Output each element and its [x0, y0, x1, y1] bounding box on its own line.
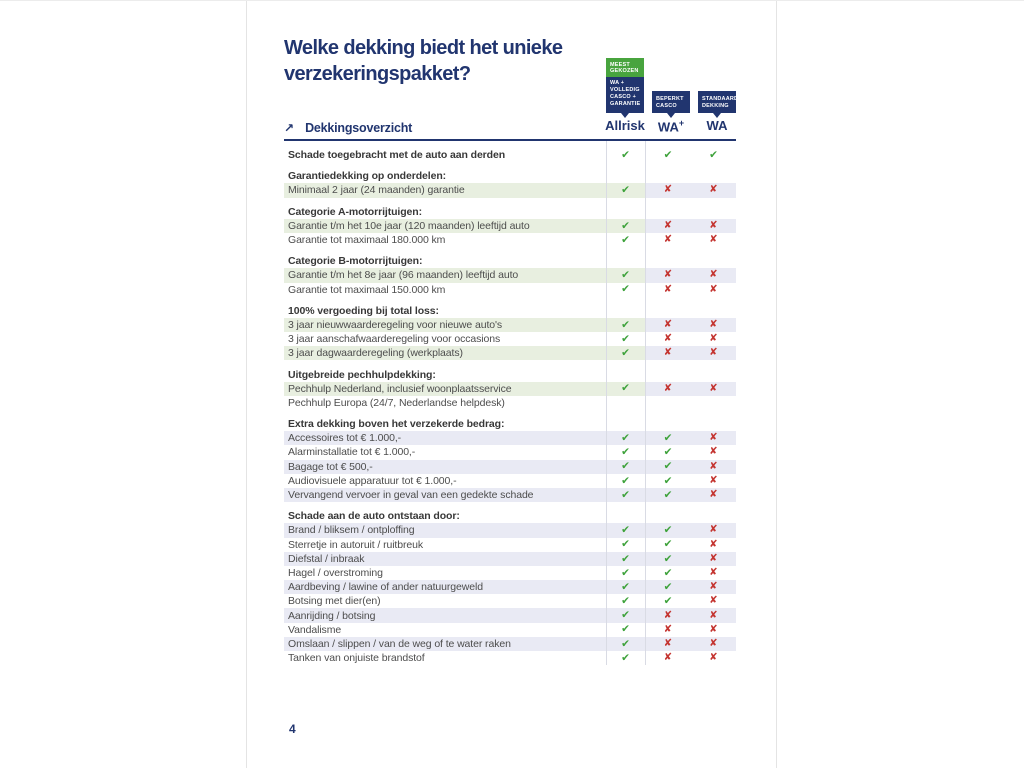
mark-cell-allrisk — [606, 183, 645, 197]
wa-coverage-badge — [698, 91, 739, 113]
table-row — [284, 219, 736, 233]
mark-cell-allrisk — [606, 608, 645, 622]
check-icon: ✔ — [621, 524, 630, 537]
cross-icon: ✘ — [709, 318, 718, 330]
mark-cell-wa-plus — [645, 183, 691, 197]
cross-icon: ✘ — [663, 382, 673, 394]
mark-cell-allrisk — [606, 552, 645, 566]
check-icon: ✔ — [621, 382, 630, 395]
check-icon: ✔ — [709, 148, 718, 161]
cross-icon: ✘ — [709, 595, 718, 607]
section-header-label: 100% vergoeding bij total loss: — [288, 304, 439, 317]
mark-cell-wa-plus — [645, 460, 691, 474]
row-label: Tanken van onjuiste brandstof — [288, 652, 425, 665]
mark-cell-allrisk — [606, 523, 645, 537]
badge-line: VOLLEDIG — [610, 87, 640, 93]
table-row — [284, 346, 736, 360]
row-label: Pechhulp Nederland, inclusief woonplaatsservice — [284, 382, 606, 396]
check-icon: ✔ — [621, 318, 630, 331]
mark-cell-wa-plus — [645, 651, 691, 665]
mark-cell-allrisk — [606, 148, 645, 162]
mark-cell-allrisk — [606, 169, 645, 183]
mark-cell-allrisk — [606, 445, 645, 459]
row-label: Hagel / overstroming — [288, 566, 383, 579]
table-row — [284, 431, 736, 445]
table-row — [284, 608, 736, 622]
mark-cell-wa-plus — [645, 367, 691, 381]
mark-cell-wa-plus — [645, 431, 691, 445]
row-label: Brand / bliksem / ontploffing — [284, 523, 606, 537]
coverage-table-body — [284, 148, 736, 665]
check-icon: ✔ — [621, 538, 630, 551]
check-icon: ✔ — [621, 651, 630, 664]
table-row — [284, 623, 736, 637]
mark-cell-wa-plus — [645, 346, 691, 360]
badge-line: CASCO + — [610, 94, 637, 100]
mark-cell-wa — [691, 268, 736, 282]
check-icon: ✔ — [621, 184, 630, 197]
row-label: Aanrijding / botsing — [284, 608, 606, 622]
cross-icon: ✘ — [663, 283, 673, 295]
mark-cell-wa-plus — [645, 148, 691, 162]
mark-cell-wa-plus — [645, 382, 691, 396]
section-header-label: Uitgebreide pechhulpdekking: — [288, 368, 436, 381]
row-label: 3 jaar dagwaarderegeling (werkplaats) — [284, 346, 606, 360]
mark-cell-wa — [691, 460, 736, 474]
cross-icon: ✘ — [663, 347, 673, 359]
section-header-label: Categorie B-motorrijtuigen: — [288, 255, 423, 268]
cross-icon: ✘ — [709, 283, 718, 295]
mark-cell-wa-plus — [645, 488, 691, 502]
row-label: Vervangend vervoer in geval van een gedekte schade — [284, 488, 606, 502]
mark-cell-wa — [691, 523, 736, 537]
section-header-label: Categorie A-motorrijtuigen: — [288, 205, 422, 218]
mark-cell-allrisk — [606, 623, 645, 637]
wa-plus-coverage-badge — [652, 91, 690, 113]
mark-cell-wa — [691, 367, 736, 381]
section-header-row — [284, 417, 736, 431]
table-row — [284, 283, 736, 297]
mark-cell-allrisk — [606, 254, 645, 268]
mark-cell-allrisk — [606, 283, 645, 297]
mark-cell-wa — [691, 566, 736, 580]
mark-cell-wa-plus — [645, 538, 691, 552]
cross-icon: ✘ — [709, 460, 718, 472]
mark-cell-wa-plus — [645, 332, 691, 346]
mark-cell-wa-plus — [645, 552, 691, 566]
mark-cell-allrisk — [606, 474, 645, 488]
cross-icon: ✘ — [663, 234, 673, 246]
cross-icon: ✘ — [709, 489, 718, 501]
mark-cell-allrisk — [606, 637, 645, 651]
row-label: 3 jaar aanschafwaarderegeling voor occasions — [288, 333, 501, 346]
check-icon: ✔ — [663, 432, 673, 445]
check-icon: ✔ — [663, 538, 673, 551]
cross-icon: ✘ — [663, 623, 673, 635]
check-icon: ✔ — [663, 595, 673, 608]
mark-cell-wa — [691, 552, 736, 566]
mark-cell-wa-plus — [645, 637, 691, 651]
mark-cell-wa-plus — [645, 580, 691, 594]
mark-cell-allrisk — [606, 538, 645, 552]
mark-cell-wa-plus — [645, 445, 691, 459]
check-icon: ✔ — [621, 332, 630, 345]
check-icon: ✔ — [663, 580, 673, 593]
most-chosen-badge — [606, 58, 644, 77]
table-row — [284, 566, 736, 580]
mark-cell-wa — [691, 382, 736, 396]
mark-cell-wa — [691, 474, 736, 488]
coverage-table — [284, 141, 736, 665]
check-icon: ✔ — [621, 233, 630, 246]
mark-cell-wa-plus — [645, 608, 691, 622]
mark-cell-wa-plus — [645, 318, 691, 332]
check-icon: ✔ — [621, 488, 630, 501]
mark-cell-allrisk — [606, 488, 645, 502]
row-label: Garantie tot maximaal 150.000 km — [288, 283, 446, 296]
mark-cell-wa — [691, 580, 736, 594]
badge-line: STANDAARD — [702, 95, 739, 102]
row-label: Pechhulp Europa (24/7, Nederlandse helpdesk) — [288, 396, 505, 409]
check-icon: ✔ — [621, 432, 630, 445]
cross-icon: ✘ — [663, 318, 673, 330]
check-icon: ✔ — [663, 488, 673, 501]
check-icon: ✔ — [621, 219, 630, 232]
badge-line: CASCO — [656, 102, 677, 109]
mark-cell-wa — [691, 651, 736, 665]
row-label: Omslaan / slippen / van de weg of te water raken — [284, 637, 606, 651]
wa-plus-badge-stack — [652, 91, 690, 118]
check-icon: ✔ — [663, 446, 673, 459]
check-icon: ✔ — [621, 446, 630, 459]
mark-cell-wa — [691, 538, 736, 552]
mark-cell-allrisk — [606, 268, 645, 282]
mark-cell-wa — [691, 148, 736, 162]
cross-icon: ✘ — [663, 269, 673, 281]
section-header-row — [284, 509, 736, 523]
mark-cell-wa-plus — [645, 594, 691, 608]
mark-cell-wa — [691, 396, 736, 410]
section-header-row — [284, 254, 736, 268]
cross-icon: ✘ — [709, 552, 718, 564]
section-header-label: Extra dekking boven het verzekerde bedrag: — [288, 418, 505, 431]
column-header-allrisk: Allrisk — [605, 118, 645, 133]
table-row — [284, 523, 736, 537]
column-header-wa: WA — [706, 118, 728, 133]
check-icon: ✔ — [621, 566, 630, 579]
mark-cell-wa — [691, 318, 736, 332]
table-row — [284, 183, 736, 197]
row-label: Schade toegebracht met de auto aan derden — [288, 149, 506, 162]
row-label: Garantie tot maximaal 180.000 km — [288, 234, 446, 247]
check-icon: ✔ — [621, 269, 630, 282]
mark-cell-wa — [691, 608, 736, 622]
mark-cell-wa-plus — [645, 205, 691, 219]
cross-icon: ✘ — [709, 524, 718, 536]
column-header-wa-plus: WA+ — [657, 118, 685, 135]
check-icon: ✔ — [621, 637, 630, 650]
page-number: 4 — [289, 722, 296, 736]
mark-cell-allrisk — [606, 318, 645, 332]
column-divider — [606, 141, 607, 665]
table-row — [284, 637, 736, 651]
cross-icon: ✘ — [709, 566, 718, 578]
badge-line: BEPERKT — [656, 95, 684, 102]
mark-cell-wa — [691, 254, 736, 268]
cross-icon: ✘ — [709, 333, 718, 345]
table-row — [284, 594, 736, 608]
section-header-row — [284, 169, 736, 183]
mark-cell-wa — [691, 304, 736, 318]
cross-icon: ✘ — [663, 609, 673, 621]
cross-icon: ✘ — [663, 333, 673, 345]
table-row — [284, 460, 736, 474]
cross-icon: ✘ — [709, 538, 718, 550]
check-icon: ✔ — [663, 524, 673, 537]
arrow-up-right-icon: ↗ — [284, 121, 295, 135]
column-divider — [645, 141, 646, 665]
section-title-row — [284, 121, 412, 135]
row-label: Diefstal / inbraak — [284, 552, 606, 566]
row-label: Alarminstallatie tot € 1.000,- — [288, 446, 416, 459]
section-title: Dekkingsoverzicht — [305, 121, 413, 135]
mark-cell-wa-plus — [645, 396, 691, 410]
cross-icon: ✘ — [709, 382, 718, 394]
mark-cell-wa — [691, 332, 736, 346]
table-row — [284, 488, 736, 502]
table-row — [284, 474, 736, 488]
brochure-page — [246, 1, 777, 768]
mark-cell-wa-plus — [645, 169, 691, 183]
check-icon: ✔ — [621, 347, 630, 360]
mark-cell-wa-plus — [645, 254, 691, 268]
cross-icon: ✘ — [663, 184, 673, 196]
table-row — [284, 148, 736, 162]
mark-cell-wa-plus — [645, 233, 691, 247]
cross-icon: ✘ — [709, 432, 718, 444]
table-row — [284, 552, 736, 566]
cross-icon: ✘ — [709, 637, 718, 649]
cross-icon: ✘ — [709, 609, 718, 621]
section-header-label: Schade aan de auto ontstaan door: — [288, 510, 460, 523]
cross-icon: ✘ — [709, 652, 718, 664]
cross-icon: ✘ — [709, 581, 718, 593]
mark-cell-allrisk — [606, 346, 645, 360]
check-icon: ✔ — [663, 474, 673, 487]
mark-cell-allrisk — [606, 651, 645, 665]
table-row — [284, 332, 736, 346]
page-title-line2: verzekeringspakket? — [284, 63, 471, 85]
cross-icon: ✘ — [663, 637, 673, 649]
cross-icon: ✘ — [663, 652, 673, 664]
table-row — [284, 445, 736, 459]
mark-cell-wa — [691, 431, 736, 445]
check-icon: ✔ — [621, 623, 630, 636]
row-label: Aardbeving / lawine of ander natuurgeweld — [284, 580, 606, 594]
mark-cell-allrisk — [606, 460, 645, 474]
mark-cell-wa — [691, 445, 736, 459]
table-row — [284, 382, 736, 396]
mark-cell-wa-plus — [645, 283, 691, 297]
check-icon: ✔ — [621, 609, 630, 622]
page-title-line1: Welke dekking biedt het unieke — [284, 37, 563, 59]
row-label: Bagage tot € 500,- — [284, 460, 606, 474]
check-icon: ✔ — [621, 580, 630, 593]
section-header-row — [284, 367, 736, 381]
table-row — [284, 396, 736, 410]
mark-cell-allrisk — [606, 417, 645, 431]
row-label: Botsing met dier(en) — [288, 595, 381, 608]
mark-cell-wa — [691, 283, 736, 297]
check-icon: ✔ — [663, 552, 673, 565]
mark-cell-allrisk — [606, 205, 645, 219]
cross-icon: ✘ — [709, 474, 718, 486]
table-row — [284, 538, 736, 552]
mark-cell-allrisk — [606, 233, 645, 247]
mark-cell-wa — [691, 219, 736, 233]
mark-cell-allrisk — [606, 566, 645, 580]
cross-icon: ✘ — [709, 446, 718, 458]
mark-cell-wa-plus — [645, 474, 691, 488]
mark-cell-wa — [691, 205, 736, 219]
mark-cell-wa-plus — [645, 304, 691, 318]
mark-cell-wa — [691, 183, 736, 197]
table-row — [284, 580, 736, 594]
table-row — [284, 268, 736, 282]
mark-cell-wa — [691, 623, 736, 637]
check-icon: ✔ — [621, 595, 630, 608]
mark-cell-allrisk — [606, 367, 645, 381]
cross-icon: ✘ — [663, 219, 673, 231]
cross-icon: ✘ — [709, 269, 718, 281]
row-label: Minimaal 2 jaar (24 maanden) garantie — [284, 183, 606, 197]
check-icon: ✔ — [663, 148, 673, 161]
allrisk-coverage-badge — [606, 77, 644, 113]
badge-line: WA + — [610, 80, 625, 86]
mark-cell-wa-plus — [645, 509, 691, 523]
table-row — [284, 318, 736, 332]
badge-line: DEKKING — [702, 102, 729, 109]
check-icon: ✔ — [663, 566, 673, 579]
row-label: Sterretje in autoruit / ruitbreuk — [288, 538, 424, 551]
mark-cell-allrisk — [606, 382, 645, 396]
mark-cell-allrisk — [606, 594, 645, 608]
row-label: 3 jaar nieuwwaarderegeling voor nieuwe auto's — [284, 318, 606, 332]
cross-icon: ✘ — [709, 623, 718, 635]
section-header-label: Garantiedekking op onderdelen: — [288, 170, 447, 183]
mark-cell-wa — [691, 509, 736, 523]
allrisk-badge-stack — [606, 58, 644, 118]
badge-line: GARANTIE — [610, 101, 641, 107]
check-icon: ✔ — [621, 460, 630, 473]
mark-cell-allrisk — [606, 580, 645, 594]
badge-line: GEKOZEN — [610, 68, 639, 74]
mark-cell-wa-plus — [645, 219, 691, 233]
mark-cell-allrisk — [606, 332, 645, 346]
mark-cell-wa-plus — [645, 566, 691, 580]
table-row — [284, 233, 736, 247]
check-icon: ✔ — [621, 474, 630, 487]
mark-cell-wa — [691, 637, 736, 651]
row-label: Vandalisme — [288, 623, 342, 636]
mark-cell-wa-plus — [645, 623, 691, 637]
row-label: Garantie t/m het 10e jaar (120 maanden) leeftijd auto — [284, 219, 606, 233]
mark-cell-wa — [691, 233, 736, 247]
check-icon: ✔ — [663, 460, 673, 473]
section-header-row — [284, 304, 736, 318]
mark-cell-allrisk — [606, 509, 645, 523]
mark-cell-wa — [691, 417, 736, 431]
mark-cell-wa-plus — [645, 417, 691, 431]
cross-icon: ✘ — [709, 219, 718, 231]
check-icon: ✔ — [621, 148, 630, 161]
mark-cell-wa-plus — [645, 523, 691, 537]
check-icon: ✔ — [621, 283, 630, 296]
wa-badge-stack — [698, 91, 739, 118]
table-row — [284, 651, 736, 665]
mark-cell-allrisk — [606, 396, 645, 410]
section-header-row — [284, 205, 736, 219]
cross-icon: ✘ — [709, 234, 718, 246]
row-label: Garantie t/m het 8e jaar (96 maanden) leeftijd auto — [284, 268, 606, 282]
badge-line: MEEST — [610, 61, 630, 68]
page-title — [284, 35, 624, 87]
cross-icon: ✘ — [709, 347, 718, 359]
mark-cell-wa-plus — [645, 268, 691, 282]
mark-cell-wa — [691, 488, 736, 502]
mark-cell-wa — [691, 346, 736, 360]
mark-cell-allrisk — [606, 431, 645, 445]
cross-icon: ✘ — [709, 184, 718, 196]
check-icon: ✔ — [621, 552, 630, 565]
mark-cell-allrisk — [606, 304, 645, 318]
mark-cell-wa — [691, 169, 736, 183]
mark-cell-allrisk — [606, 219, 645, 233]
row-label: Accessoires tot € 1.000,- — [284, 431, 606, 445]
mark-cell-wa — [691, 594, 736, 608]
row-label: Audiovisuele apparatuur tot € 1.000,- — [288, 474, 457, 487]
